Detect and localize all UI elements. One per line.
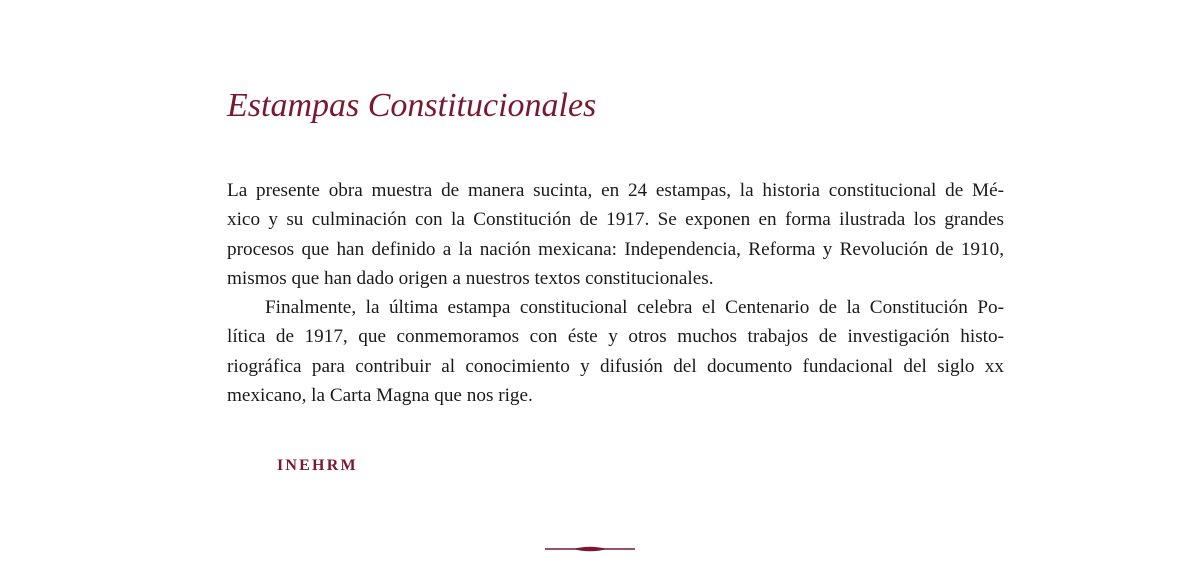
body-text (227, 176, 1004, 410)
paragraph-2-line: mexicano, la Carta Magna que nos rige. (227, 385, 533, 407)
page-title: Estampas Constitucionales (227, 87, 597, 124)
paragraph-2-line: riográfica para contribuir al conocimiento y difusión del documento fundacional del siglo xx (227, 355, 1004, 377)
paragraph-1-line: xico y su culminación con la Constitución de 1917. Se exponen en forma ilustrada los grandes (227, 209, 1004, 231)
diamond-rule-ornament-icon (545, 543, 635, 555)
paragraph-1-line: La presente obra muestra de manera sucinta, en 24 estampas, la historia constitucional de Mé- (227, 180, 1004, 201)
paragraph-2-line: lítica de 1917, que conmemoramos con éste y otros muchos trabajos de investigación histo- (227, 326, 1004, 348)
paragraph-1-line: mismos que han dado origen a nuestros textos constitucionales. (227, 267, 714, 289)
signature: INEHRM (277, 457, 358, 474)
paragraph-1-line: procesos que han definido a la nación mexicana: Independencia, Reforma y Revolución de 1910, (227, 238, 1004, 260)
paragraph-2-line: Finalmente, la última estampa constitucional celebra el Centenario de la Constitución Po- (265, 297, 1004, 319)
